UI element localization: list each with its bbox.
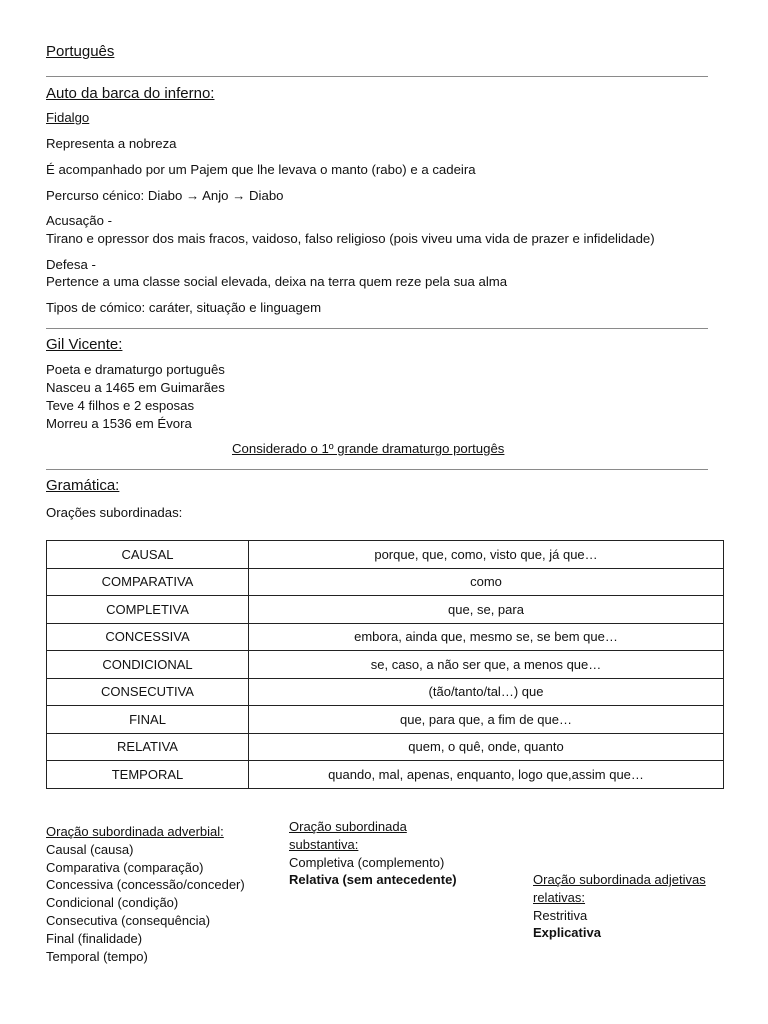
- clause-type: RELATIVA: [47, 733, 249, 761]
- page-title: Português: [46, 43, 115, 60]
- clause-type: FINAL: [47, 706, 249, 734]
- list-item: Explicativa: [533, 925, 601, 941]
- gil-highlight: Considerado o 1º grande dramaturgo portugês: [232, 441, 505, 456]
- adverbial-column: [46, 823, 245, 965]
- clause-conjunctions: quando, mal, apenas, enquanto, logo que,assim que…: [249, 761, 724, 789]
- adjetiva-title: Oração subordinada adjetivas: [533, 872, 706, 887]
- list-item: Comparativa (comparação): [46, 859, 204, 875]
- table-row: [47, 596, 724, 624]
- auto-line-3: Percurso cénico: Diabo → Anjo → Diabo: [46, 188, 284, 203]
- adjetiva-title-cont: relativas:: [533, 889, 586, 905]
- auto-line-2: É acompanhado por um Pajem que lhe levava o manto (rabo) e a cadeira: [46, 162, 476, 177]
- list-item: Concessiva (concessão/conceder): [46, 877, 245, 893]
- table-row: [47, 761, 724, 789]
- clause-conjunctions: porque, que, como, visto que, já que…: [249, 541, 724, 569]
- section-heading-auto: Auto da barca do inferno:: [46, 85, 215, 102]
- table-row: [47, 623, 724, 651]
- list-item: Temporal (tempo): [46, 948, 148, 964]
- clause-conjunctions: que, se, para: [249, 596, 724, 624]
- comic-types: Tipos de cómico: caráter, situação e linguagem: [46, 300, 322, 315]
- list-item: Condicional (condição): [46, 895, 179, 911]
- table-row: [47, 568, 724, 596]
- accusation-text: Tirano e opressor dos mais fracos, vaidoso, falso religioso (pois viveu uma vida de prazer e infidelidade): [46, 231, 655, 246]
- clause-conjunctions: quem, o quê, onde, quanto: [249, 733, 724, 761]
- table-row: [47, 706, 724, 734]
- list-item: Relativa (sem antecedente): [289, 872, 457, 888]
- clause-conjunctions: (tão/tanto/tal…) que: [249, 678, 724, 706]
- divider: [46, 469, 708, 470]
- auto-line-1: Representa a nobreza: [46, 136, 177, 151]
- table-row: [47, 651, 724, 679]
- clauses-table: [46, 540, 724, 789]
- clause-type: CAUSAL: [47, 541, 249, 569]
- list-item: Consecutiva (consequência): [46, 912, 211, 928]
- clause-conjunctions: se, caso, a não ser que, a menos que…: [249, 651, 724, 679]
- list-item: Final (finalidade): [46, 930, 143, 946]
- table-row: [47, 541, 724, 569]
- clause-type: CONSECUTIVA: [47, 678, 249, 706]
- clause-type: COMPLETIVA: [47, 596, 249, 624]
- gil-line-4: Morreu a 1536 em Évora: [46, 416, 192, 431]
- clause-type: COMPARATIVA: [47, 568, 249, 596]
- substantiva-title-cont: substantiva:: [289, 836, 359, 852]
- character-name: Fidalgo: [46, 110, 90, 125]
- list-item: Restritiva: [533, 907, 588, 923]
- accusation-label: Acusação -: [46, 213, 112, 228]
- clause-type: CONDICIONAL: [47, 651, 249, 679]
- substantiva-column: [289, 818, 457, 889]
- gil-line-1: Poeta e dramaturgo português: [46, 362, 225, 377]
- grammar-subheading: Orações subordinadas:: [46, 505, 183, 520]
- table-row: [47, 733, 724, 761]
- substantiva-title: Oração subordinada: [289, 819, 407, 834]
- gil-line-2: Nasceu a 1465 em Guimarães: [46, 380, 225, 395]
- clause-conjunctions: como: [249, 568, 724, 596]
- defense-text: Pertence a uma classe social elevada, deixa na terra quem reze pela sua alma: [46, 274, 508, 289]
- divider: [46, 328, 708, 329]
- list-item: Completiva (complemento): [289, 854, 445, 870]
- clause-type: CONCESSIVA: [47, 623, 249, 651]
- gil-line-3: Teve 4 filhos e 2 esposas: [46, 398, 195, 413]
- section-heading-gil: Gil Vicente:: [46, 336, 123, 353]
- table-row: [47, 678, 724, 706]
- list-item: Causal (causa): [46, 841, 134, 857]
- clause-conjunctions: embora, ainda que, mesmo se, se bem que…: [249, 623, 724, 651]
- clause-conjunctions: que, para que, a fim de que…: [249, 706, 724, 734]
- adverbial-title: Oração subordinada adverbial:: [46, 824, 224, 839]
- clause-type: TEMPORAL: [47, 761, 249, 789]
- defense-label: Defesa -: [46, 257, 96, 272]
- adjetiva-column: [533, 871, 706, 942]
- divider: [46, 76, 708, 77]
- section-heading-grammar: Gramática:: [46, 477, 120, 494]
